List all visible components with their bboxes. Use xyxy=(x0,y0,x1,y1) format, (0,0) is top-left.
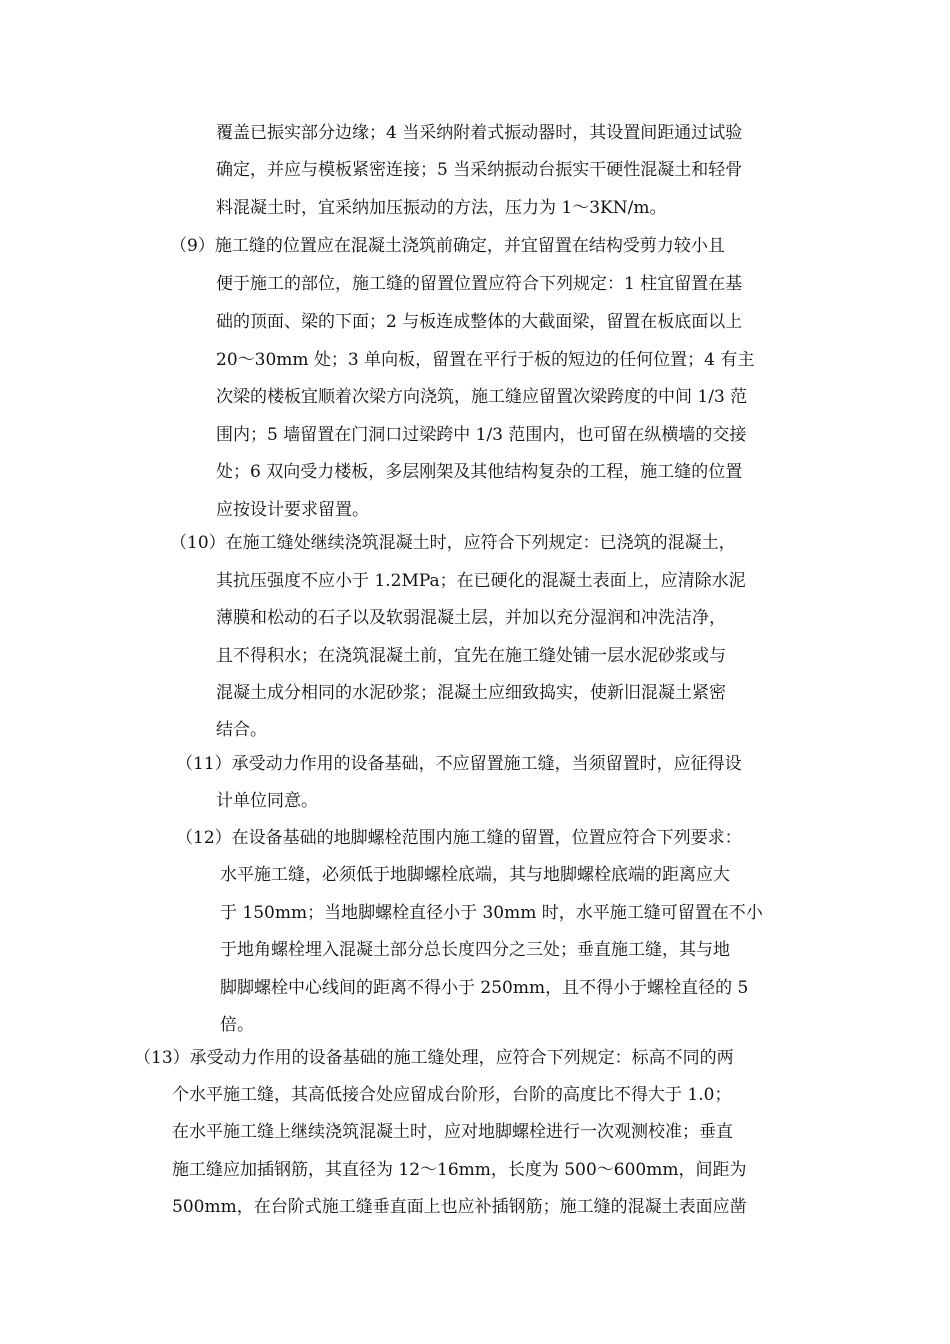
text-line: 于 150mm；当地脚螺栓直径小于 30mm 时，水平施工缝可留置在不小 xyxy=(220,903,763,923)
text-line: 脚脚螺栓中心线间的距离不得小于 250mm，且不得小于螺栓直径的 5 xyxy=(220,978,749,998)
text-line: 计单位同意。 xyxy=(216,791,318,811)
text-line: 便于施工的部位，施工缝的留置位置应符合下列规定：1 柱宜留置在基 xyxy=(216,274,743,294)
text-line: 应按设计要求留置。 xyxy=(216,500,369,520)
text-line: 次梁的楼板宜顺着次梁方向浇筑，施工缝应留置次梁跨度的中间 1/3 范 xyxy=(216,387,748,407)
text-line: 20～30mm 处；3 单向板，留置在平行于板的短边的任何位置；4 有主 xyxy=(216,350,755,370)
text-line: 料混凝土时，宜采纳加压振动的方法，压力为 1～3KN/m。 xyxy=(216,198,667,218)
text-line: 其抗压强度不应小于 1.2MPa；在已硬化的混凝土表面上，应清除水泥 xyxy=(216,571,746,591)
text-line: 在水平施工缝上继续浇筑混凝土时，应对地脚螺栓进行一次观测校准；垂直 xyxy=(172,1122,733,1142)
clause-10-heading: （10）在施工缝处继续浇筑混凝土时，应符合下列规定：已浇筑的混凝土， xyxy=(170,533,736,553)
text-line: 倍。 xyxy=(220,1015,254,1035)
text-line: 500mm，在台阶式施工缝垂直面上也应补插钢筋；施工缝的混凝土表面应凿 xyxy=(172,1197,747,1217)
text-line: 结合。 xyxy=(216,720,267,740)
text-line: 个水平施工缝，其高低接合处应留成台阶形，台阶的高度比不得大于 1.0； xyxy=(172,1085,732,1105)
text-line: 于地角螺栓埋入混凝土部分总长度四分之三处；垂直施工缝，其与地 xyxy=(220,940,730,960)
text-line: 础的顶面、梁的下面；2 与板连成整体的大截面梁，留置在板底面以上 xyxy=(216,312,743,332)
text-line: 确定，并应与模板紧密连接；5 当采纳振动台振实干硬性混凝土和轻骨 xyxy=(216,160,743,180)
text-line: 处；6 双向受力楼板，多层刚架及其他结构复杂的工程，施工缝的位置 xyxy=(216,462,743,482)
text-line: 薄膜和松动的石子以及软弱混凝土层，并加以充分湿润和冲洗洁净， xyxy=(216,608,726,628)
text-line: 围内；5 墙留置在门洞口过梁跨中 1/3 范围内，也可留在纵横墙的交接 xyxy=(216,425,747,445)
clause-12-heading: （12）在设备基础的地脚螺栓范围内施工缝的留置，位置应符合下列要求： xyxy=(176,828,742,848)
text-line: 混凝土成分相同的水泥砂浆；混凝土应细致捣实，使新旧混凝土紧密 xyxy=(216,683,726,703)
text-line: 且不得积水；在浇筑混凝土前，宜先在施工缝处铺一层水泥砂浆或与 xyxy=(216,646,726,666)
clause-13-heading: （13）承受动力作用的设备基础的施工缝处理，应符合下列规定：标高不同的两 xyxy=(134,1048,734,1068)
text-line: 施工缝应加插钢筋，其直径为 12～16mm，长度为 500～600mm，间距为 xyxy=(172,1160,747,1180)
text-line: 水平施工缝，必须低于地脚螺栓底端，其与地脚螺栓底端的距离应大 xyxy=(220,865,730,885)
clause-11-heading: （11）承受动力作用的设备基础，不应留置施工缝，当须留置时，应征得设 xyxy=(176,754,742,774)
text-line: 覆盖已振实部分边缘；4 当采纳附着式振动器时，其设置间距通过试验 xyxy=(216,123,743,143)
clause-9-heading: （9）施工缝的位置应在混凝土浇筑前确定，并宜留置在结构受剪力较小且 xyxy=(170,236,725,256)
